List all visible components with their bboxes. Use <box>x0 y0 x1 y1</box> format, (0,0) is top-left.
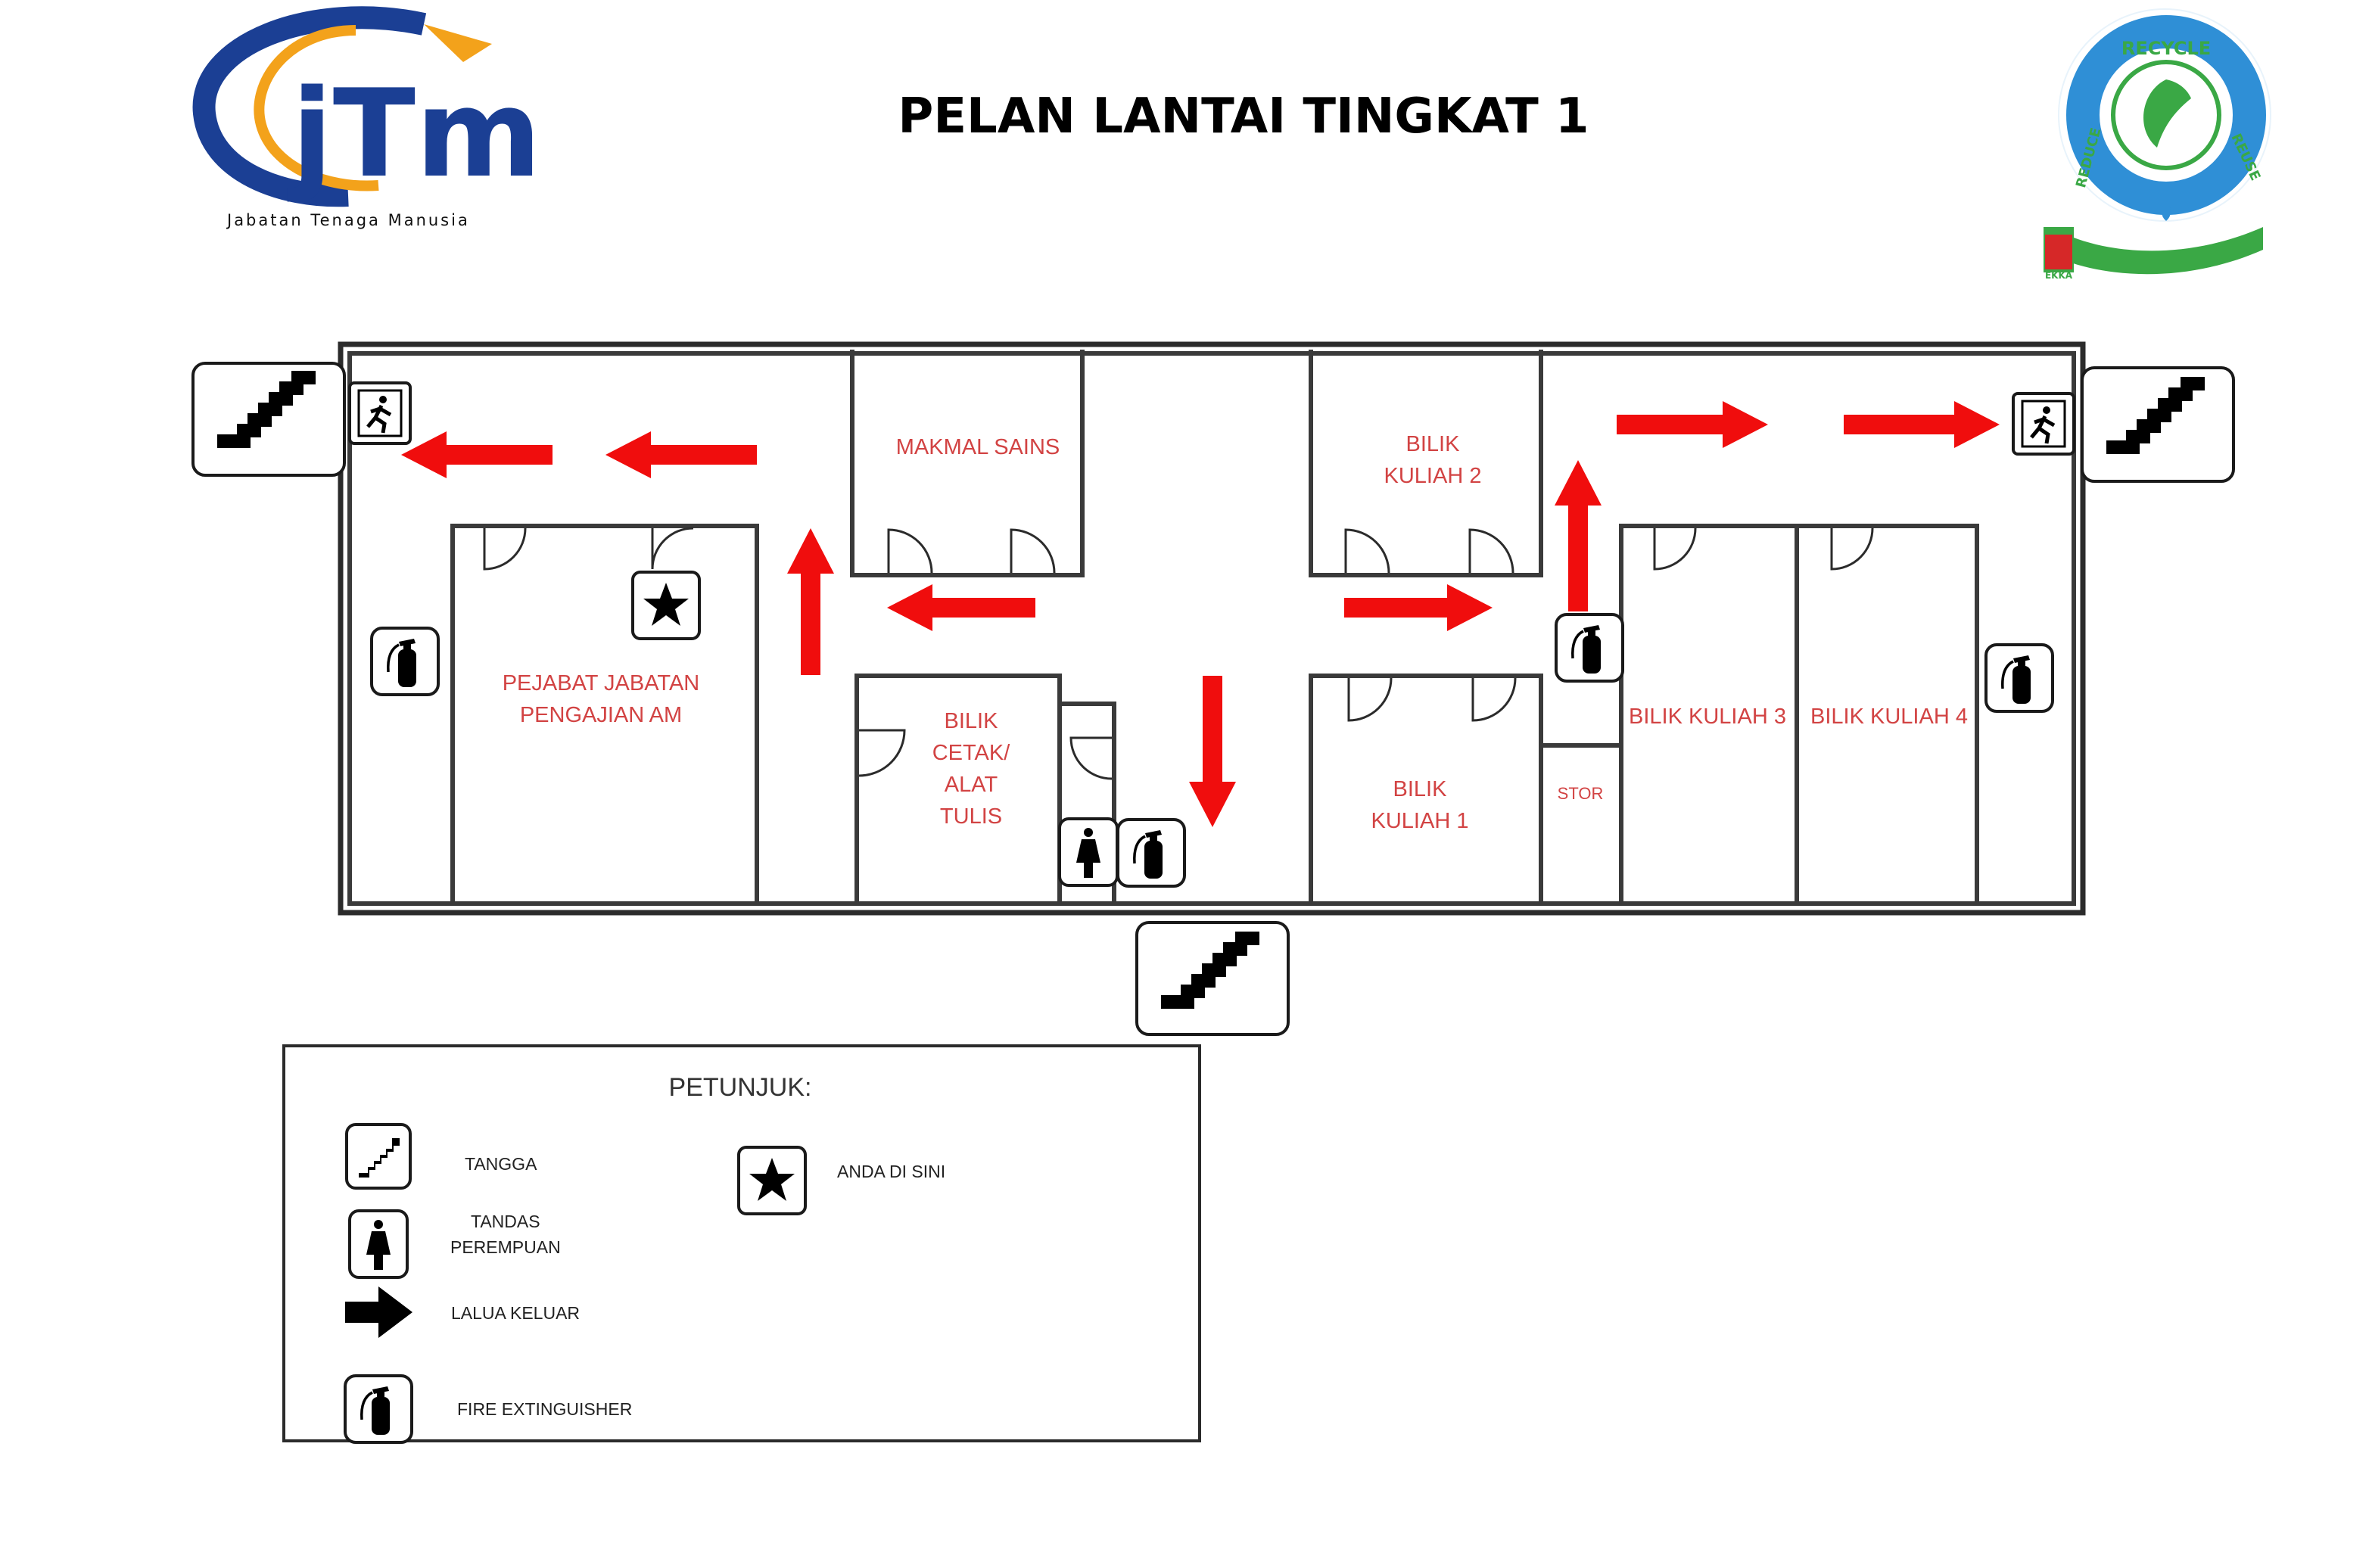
exit-arrow-icon <box>1344 584 1493 631</box>
room-bilik-kuliah-1-line1: BILIK <box>1393 777 1447 801</box>
jtm-logo-wordmark: jTm <box>291 63 542 204</box>
legend-tangga: TANGGA <box>465 1154 537 1174</box>
exit-arrow-icon <box>887 584 1035 631</box>
fire-extinguisher-icon <box>1118 820 1184 886</box>
room-bilik-kuliah-2-line1: BILIK <box>1405 432 1460 456</box>
room-stor: STOR <box>1557 784 1604 803</box>
room-bilik-cetak-line4: TULIS <box>939 804 1003 829</box>
room-labels <box>503 432 1968 833</box>
room-bilik-cetak-line1: BILIK <box>944 709 998 733</box>
exit-arrow-icon <box>787 528 834 675</box>
legend-tandas-line1: TANDAS <box>471 1212 540 1231</box>
female-toilet-icon <box>1060 819 1117 885</box>
exit-arrow-icon <box>1844 401 2000 448</box>
eco-logo-tag: EKKA <box>2044 270 2073 281</box>
legend-staircase-icon <box>347 1125 410 1188</box>
building-outline <box>341 344 2083 913</box>
room-makmal-sains: MAKMAL SAINS <box>895 435 1060 459</box>
emergency-exit-icon <box>2013 394 2074 454</box>
legend-fire: FIRE EXTINGUISHER <box>457 1399 633 1419</box>
staircase-icon <box>1137 922 1288 1034</box>
legend-you-are-here-star-icon <box>739 1147 805 1214</box>
legend-laluan: LALUA KELUAR <box>451 1303 581 1323</box>
emergency-exit-icon <box>350 383 410 443</box>
exit-arrow-icon <box>605 431 757 478</box>
room-pejabat-line2: PENGAJIAN AM <box>519 703 683 727</box>
staircase-icon <box>193 363 344 475</box>
room-bilik-kuliah-1-line2: KULIAH 1 <box>1371 809 1469 833</box>
you-are-here-star-icon <box>633 572 699 639</box>
exit-arrow-icon <box>1189 676 1236 827</box>
legend-female-toilet-icon <box>350 1211 407 1277</box>
legend-anda: ANDA DI SINI <box>837 1162 946 1181</box>
room-bilik-kuliah-4: BILIK KULIAH 4 <box>1810 705 1968 729</box>
legend-fire-extinguisher-icon <box>345 1376 412 1442</box>
exit-arrow-icon <box>401 431 553 478</box>
fire-extinguisher-icon <box>1986 645 2053 711</box>
room-bilik-cetak-line2: CETAK/ <box>932 741 1010 765</box>
room-bilik-cetak-line3: ALAT <box>944 773 998 797</box>
legend-tandas-line2: PEREMPUAN <box>450 1237 561 1257</box>
doors <box>484 528 1872 779</box>
eco-logo-recycle: RECYCLE <box>2121 38 2212 59</box>
legend-title: PETUNJUK: <box>668 1073 812 1102</box>
page-title: PELAN LANTAI TINGKAT 1 <box>898 89 1589 145</box>
eco-logo-reuse: REUSE <box>2227 131 2264 184</box>
room-pejabat-line1: PEJABAT JABATAN <box>502 671 700 695</box>
recycle-logo-icon <box>2044 9 2271 281</box>
exit-arrow-icon <box>1617 401 1768 448</box>
fire-extinguisher-icon <box>372 628 438 695</box>
eco-logo-reduce: REDUCE <box>2073 126 2105 190</box>
room-bilik-kuliah-3: BILIK KULIAH 3 <box>1629 705 1786 729</box>
jtm-logo <box>204 17 542 229</box>
fire-extinguisher-icon <box>1556 614 1623 681</box>
legend-box <box>284 1046 1200 1442</box>
jtm-logo-caption: Jabatan Tenaga Manusia <box>227 211 470 229</box>
staircase-icon <box>2082 368 2233 481</box>
room-bilik-kuliah-2-line2: KULIAH 2 <box>1384 464 1482 488</box>
exit-arrow-icon <box>1555 460 1602 611</box>
